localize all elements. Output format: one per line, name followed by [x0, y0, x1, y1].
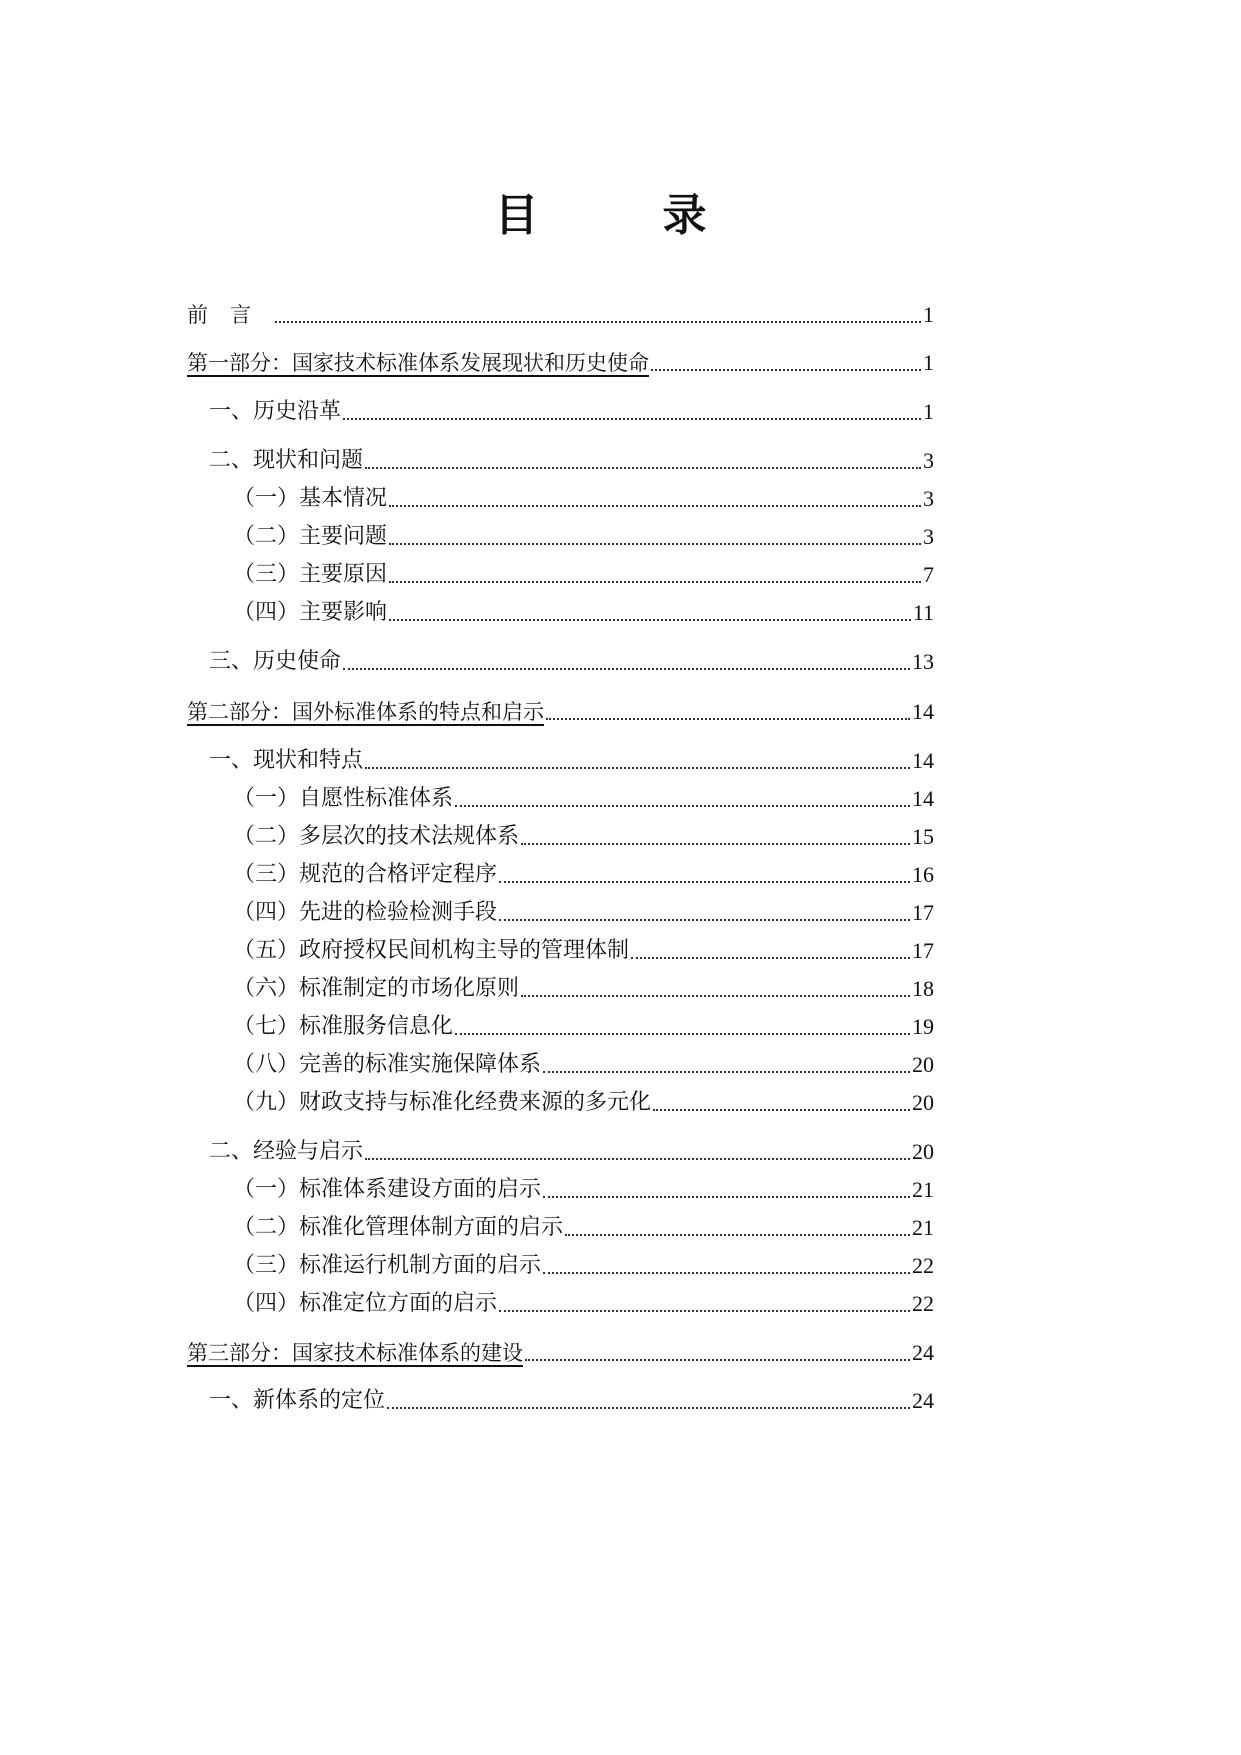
- toc-leader: [565, 1213, 910, 1243]
- toc-entry-part-2[interactable]: [187, 697, 934, 727]
- toc-entry-subsection[interactable]: [233, 974, 934, 1004]
- toc-page-number: 20: [912, 1052, 934, 1077]
- toc-leader: [387, 1386, 910, 1416]
- toc-label: （三）标准运行机制方面的启示: [233, 1253, 542, 1278]
- toc-label: 一、新体系的定位: [209, 1388, 386, 1413]
- toc-page-number: 15: [912, 824, 934, 849]
- toc-leader: [499, 898, 910, 928]
- toc-label: （四）先进的检验检测手段: [233, 900, 498, 925]
- toc-label: （二）标准化管理体制方面的启示: [233, 1215, 564, 1240]
- toc-label: （八）完善的标准实施保障体系: [233, 1052, 542, 1077]
- toc-label: 第一部分：国家技术标准体系发展现状和历史使命: [187, 351, 649, 375]
- toc-leader: [389, 522, 921, 552]
- toc-entry-subsection[interactable]: [233, 1175, 934, 1205]
- toc-label: 第三部分：国家技术标准体系的建设: [187, 1341, 523, 1365]
- toc-label: （三）主要原因: [233, 562, 388, 587]
- toc-label: （五）政府授权民间机构主导的管理体制: [233, 938, 630, 963]
- toc-entry-foreword[interactable]: [187, 300, 934, 330]
- toc-page-number: 22: [912, 1291, 934, 1316]
- toc-label: （七）标准服务信息化: [233, 1014, 454, 1039]
- toc-leader: [543, 1050, 910, 1080]
- toc-page-number: 3: [923, 486, 934, 511]
- toc-entry-subsection[interactable]: [233, 784, 934, 814]
- toc-leader: [455, 784, 910, 814]
- toc-page-number: 7: [923, 562, 934, 587]
- toc-entry-subsection[interactable]: [233, 1088, 934, 1118]
- toc-leader: [365, 446, 921, 476]
- toc-leader: [499, 1289, 910, 1319]
- toc-leader: [389, 484, 921, 514]
- toc-entry-subsection[interactable]: [233, 560, 934, 590]
- toc-entry-subsection[interactable]: [233, 822, 934, 852]
- toc-label: 二、经验与启示: [209, 1139, 364, 1164]
- toc-entry-section[interactable]: [209, 1386, 934, 1416]
- toc-entry-part-1[interactable]: [187, 348, 934, 378]
- toc-page-number: 11: [912, 600, 934, 625]
- toc-page-number: 14: [912, 699, 934, 724]
- toc-leader: [543, 1175, 910, 1205]
- toc-page-number: 18: [912, 976, 934, 1001]
- toc-leader: [546, 697, 910, 727]
- toc-page-number: 21: [912, 1177, 934, 1202]
- toc-page-number: 21: [912, 1215, 934, 1240]
- toc-label: 三、历史使命: [209, 649, 342, 674]
- toc-page-number: 20: [912, 1090, 934, 1115]
- toc-entry-subsection[interactable]: [233, 1251, 934, 1281]
- toc-entry-subsection[interactable]: [233, 1289, 934, 1319]
- toc-leader: [365, 746, 910, 776]
- toc-page-number: 17: [912, 900, 934, 925]
- toc-label: （三）规范的合格评定程序: [233, 862, 498, 887]
- toc-leader: [631, 936, 910, 966]
- toc-entry-subsection[interactable]: [233, 1012, 934, 1042]
- toc-page-number: 14: [912, 748, 934, 773]
- toc-entry-section[interactable]: [209, 647, 934, 677]
- toc-entry-subsection[interactable]: [233, 860, 934, 890]
- toc-page-number: 3: [923, 524, 934, 549]
- toc-entry-section[interactable]: [209, 446, 934, 476]
- toc-label: （二）主要问题: [233, 524, 388, 549]
- toc-label: （四）主要影响: [233, 600, 388, 625]
- toc-label: （二）多层次的技术法规体系: [233, 824, 520, 849]
- toc-label: （六）标准制定的市场化原则: [233, 976, 520, 1001]
- toc-entry-subsection[interactable]: [233, 1213, 934, 1243]
- toc-entry-section[interactable]: [209, 746, 934, 776]
- toc-leader: [653, 1088, 910, 1118]
- toc-page-number: 17: [912, 938, 934, 963]
- toc-leader: [543, 1251, 910, 1281]
- toc-page-number: 16: [912, 862, 934, 887]
- toc-entry-subsection[interactable]: [233, 898, 934, 928]
- toc-leader: [521, 822, 910, 852]
- toc-entry-subsection[interactable]: [233, 598, 934, 628]
- toc-page-number: 20: [912, 1139, 934, 1164]
- toc-label: （四）标准定位方面的启示: [233, 1291, 498, 1316]
- toc-leader: [525, 1338, 910, 1368]
- toc-label: （一）自愿性标准体系: [233, 786, 454, 811]
- toc-page-number: 1: [923, 302, 934, 327]
- toc-label: （一）基本情况: [233, 486, 388, 511]
- toc-entry-subsection[interactable]: [233, 484, 934, 514]
- toc-label: 一、现状和特点: [209, 748, 364, 773]
- toc-entry-subsection[interactable]: [233, 936, 934, 966]
- toc-leader: [365, 1137, 910, 1167]
- toc-page-number: 22: [912, 1253, 934, 1278]
- toc-entry-part-3[interactable]: [187, 1338, 934, 1368]
- toc-page-number: 19: [912, 1014, 934, 1039]
- page-title: 目 录: [494, 190, 747, 241]
- toc-page-number: 24: [912, 1340, 934, 1365]
- toc-page-number: 24: [912, 1388, 934, 1413]
- toc-label: 前言: [187, 303, 273, 327]
- toc-leader: [343, 647, 910, 677]
- toc-page-number: 3: [923, 448, 934, 473]
- toc-leader: [275, 300, 921, 330]
- toc-page-number: 1: [923, 350, 934, 375]
- toc-leader: [455, 1012, 910, 1042]
- toc-entry-section[interactable]: [209, 397, 934, 427]
- toc-page-number: 13: [912, 649, 934, 674]
- toc-page-number: 14: [912, 786, 934, 811]
- toc-label: （一）标准体系建设方面的启示: [233, 1177, 542, 1202]
- toc-entry-section[interactable]: [209, 1137, 934, 1167]
- toc-entry-subsection[interactable]: [233, 522, 934, 552]
- toc-leader: [499, 860, 910, 890]
- toc-page-number: 1: [923, 399, 934, 424]
- toc-leader: [389, 560, 921, 590]
- toc-label: 二、现状和问题: [209, 448, 364, 473]
- toc-leader: [521, 974, 910, 1004]
- toc-entry-subsection[interactable]: [233, 1050, 934, 1080]
- toc-label: 第二部分：国外标准体系的特点和启示: [187, 700, 544, 724]
- toc-leader: [651, 348, 921, 378]
- toc-label: （九）财政支持与标准化经费来源的多元化: [233, 1090, 652, 1115]
- toc-leader: [389, 598, 911, 628]
- toc-label: 一、历史沿革: [209, 399, 342, 424]
- toc-leader: [343, 397, 921, 427]
